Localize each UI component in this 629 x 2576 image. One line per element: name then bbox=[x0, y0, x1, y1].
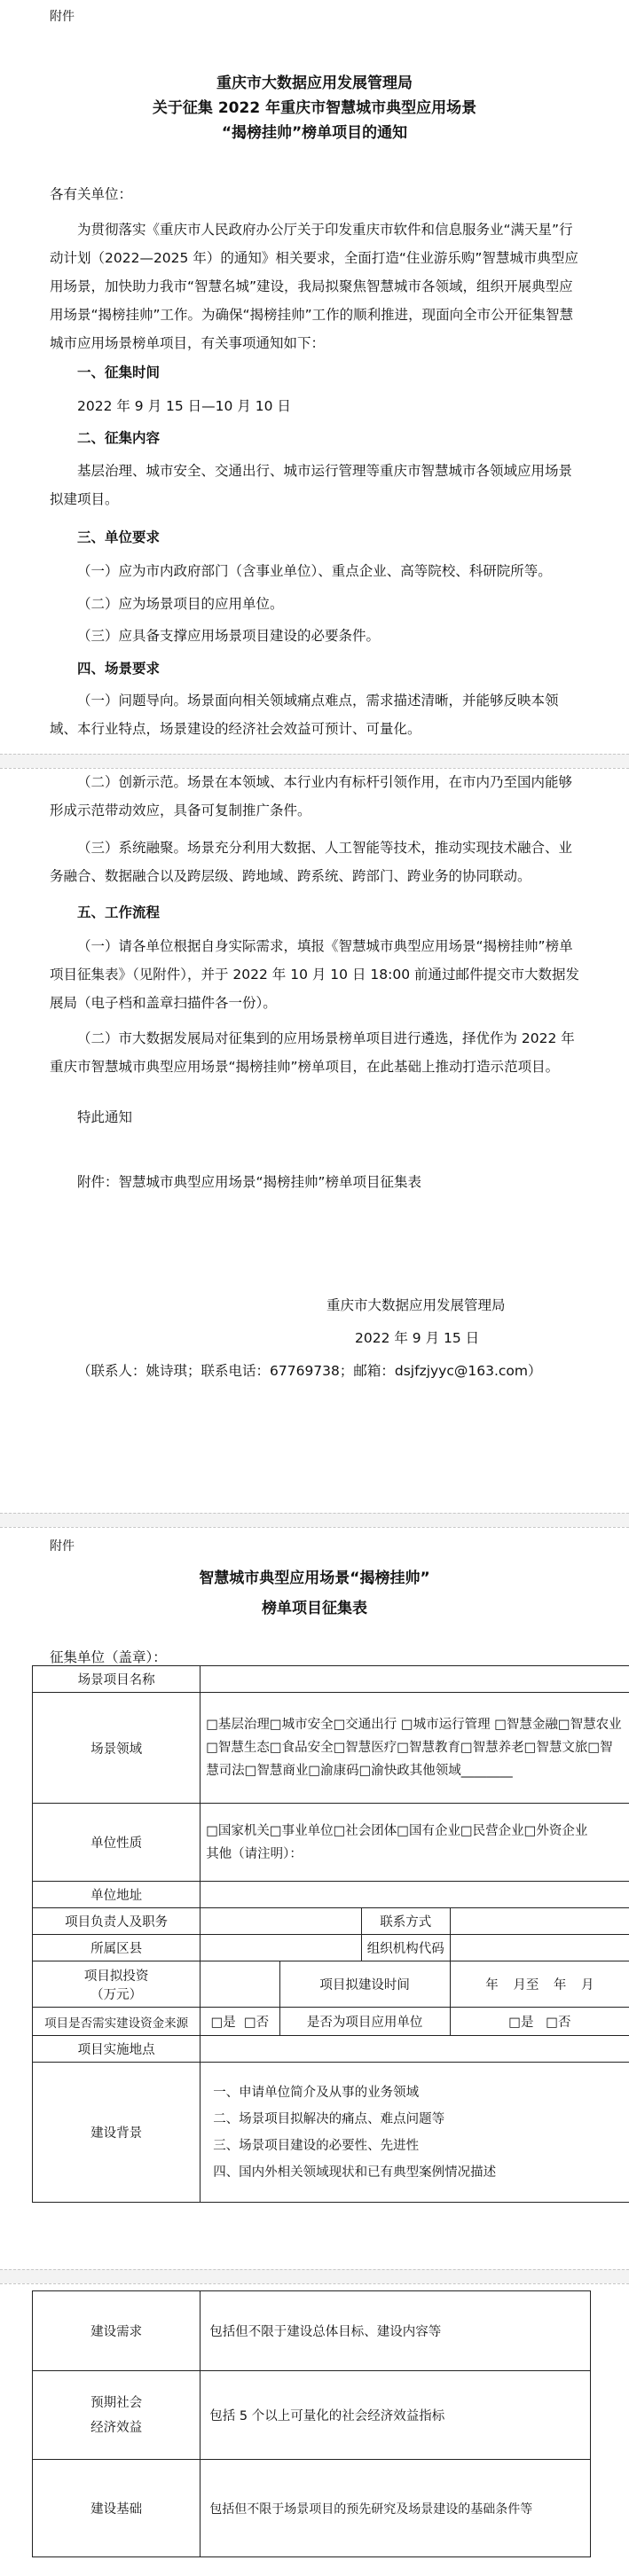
gov-funds-yes[interactable]: □是 bbox=[210, 2016, 236, 2030]
intro-paragraph: 为贯彻落实《重庆市人民政府办公厅关于印发重庆市软件和信息服务业“满天星”行动计划（2022—2025 年）的通知》相关要求，全面打造“住业游乐购”智慧城市典型应用场景，加快助力我市“智慧名城”建设，我局拟聚焦智慧城市各领域，组织开展典型应用场景“揭榜挂帅”工作。为确保“揭榜挂帅”工作的顺利推进，现面向全市公开征集智慧城市应用场景榜单项目，有关事项通知如下： bbox=[50, 222, 578, 351]
row-address bbox=[33, 1882, 629, 1908]
section-3-heading: 三、单位要求 bbox=[77, 529, 161, 545]
page-break-3-bottom-line bbox=[0, 2283, 629, 2284]
label-foundation: 建设基础 bbox=[33, 2460, 200, 2557]
signature-org: 重庆市大数据应用发展管理局 bbox=[326, 1297, 506, 1313]
salutation: 各有关单位： bbox=[50, 186, 133, 202]
row-background bbox=[33, 2063, 629, 2203]
label-project-name: 场景项目名称 bbox=[33, 1666, 200, 1693]
input-build-time[interactable]: 年 月至 年 月 bbox=[450, 1961, 629, 2008]
page-break-2-top-line bbox=[0, 1513, 629, 1514]
foundation-text[interactable]: 包括但不限于场景项目的预先研究及场景建设的基础条件等 bbox=[200, 2460, 591, 2557]
background-item-1: 一、申请单位简介及从事的业务领域 bbox=[213, 2085, 420, 2100]
label-benefit-line-1: 预期社会 bbox=[90, 2395, 143, 2410]
attachment-tag-2: 附件 bbox=[50, 1539, 75, 1554]
row-location bbox=[33, 2036, 629, 2063]
section-2-text: 基层治理、城市安全、交通出行、城市运行管理等重庆市智慧城市各领域应用场景拟建项目。 bbox=[50, 463, 573, 507]
title-line-2: 关于征集 2022 年重庆市智慧城市典型应用场景 bbox=[152, 99, 477, 117]
row-foundation bbox=[33, 2460, 591, 2557]
row-benefit bbox=[33, 2371, 591, 2460]
label-district: 所属区县 bbox=[33, 1935, 200, 1961]
demand-text[interactable]: 包括但不限于建设总体目标、建设内容等 bbox=[200, 2291, 591, 2371]
nature-options[interactable]: □国家机关□事业单位□社会团体□国有企业□民营企业□外资企业 bbox=[206, 1823, 588, 1838]
row-field bbox=[33, 1693, 629, 1804]
label-gov-funds: 项目是否需实建设资金来源 bbox=[33, 2008, 200, 2036]
input-project-name[interactable] bbox=[200, 1666, 629, 1693]
label-demand: 建设需求 bbox=[33, 2291, 200, 2371]
nature-options-cell[interactable] bbox=[200, 1804, 629, 1882]
section-5-item-2: （二）市大数据发展局对征集到的应用场景榜单项目进行遴选，择优作为 2022 年重庆市智慧城市典型应用场景“揭榜挂帅”榜单项目，在此基础上推动打造示范项目。 bbox=[50, 1030, 575, 1075]
page-break-2-bottom-line bbox=[0, 1527, 629, 1528]
app-unit-yes[interactable]: □是 bbox=[508, 2016, 534, 2030]
title-line-3: “揭榜挂帅”榜单项目的通知 bbox=[221, 124, 408, 142]
closing-text: 特此通知 bbox=[77, 1109, 133, 1125]
background-items[interactable] bbox=[200, 2063, 629, 2203]
page-break-3-top-line bbox=[0, 2269, 629, 2270]
section-1-text: 2022 年 9 月 15 日—10 月 10 日 bbox=[77, 398, 291, 414]
row-project-name bbox=[33, 1666, 629, 1693]
field-options[interactable]: □基层治理□城市安全□交通出行 □城市运行管理 □智慧金融□智慧农业□智慧生态□食品安全□智慧医疗□智慧教育□智慧养老□智慧文旅□智慧司法□智慧商业□渝康码□渝快政其他领域________ bbox=[200, 1693, 629, 1804]
page-break bbox=[0, 754, 629, 768]
form-title-line-2: 榜单项目征集表 bbox=[262, 1600, 367, 1617]
contact-line: （联系人：姚诗琪；联系电话：67769738；邮箱：dsjfzjyyc@163.com） bbox=[77, 1363, 542, 1379]
section-4-item-2: （二）创新示范。场景在本领域、本行业内有标杆引领作用，在市内乃至国内能够形成示范带动效应，具备可复制推广条件。 bbox=[50, 774, 573, 818]
input-leader[interactable] bbox=[200, 1908, 362, 1935]
page-break-top-line bbox=[0, 754, 629, 755]
app-unit-options[interactable] bbox=[450, 2008, 629, 2036]
label-is-app-unit: 是否为项目应用单位 bbox=[279, 2008, 450, 2036]
section-5-heading: 五、工作流程 bbox=[77, 904, 161, 920]
page-break-3 bbox=[0, 2269, 629, 2283]
input-address[interactable] bbox=[200, 1882, 629, 1908]
unit-label: 征集单位（盖章）： bbox=[50, 1649, 167, 1665]
form-table-part-2 bbox=[32, 2290, 591, 2557]
input-location[interactable] bbox=[200, 2036, 629, 2063]
row-nature bbox=[33, 1804, 629, 1882]
label-contact: 联系方式 bbox=[361, 1908, 450, 1935]
label-leader: 项目负责人及职务 bbox=[33, 1908, 200, 1935]
input-contact[interactable] bbox=[450, 1908, 629, 1935]
label-investment-cell bbox=[33, 1961, 200, 2008]
row-demand bbox=[33, 2291, 591, 2371]
title-line-1: 重庆市大数据应用发展管理局 bbox=[216, 74, 413, 92]
signature-date: 2022 年 9 月 15 日 bbox=[355, 1330, 480, 1346]
nature-other[interactable]: 其他（请注明）： bbox=[206, 1846, 303, 1861]
section-2-heading: 二、征集内容 bbox=[77, 430, 161, 446]
label-field: 场景领域 bbox=[33, 1693, 200, 1804]
label-address: 单位地址 bbox=[33, 1882, 200, 1908]
form-title-line-1: 智慧城市典型应用场景“揭榜挂帅” bbox=[199, 1570, 430, 1587]
attachment-tag: 附件 bbox=[50, 10, 75, 24]
section-4-item-1: （一）问题导向。场景面向相关领域痛点难点，需求描述清晰，并能够反映本领域、本行业特点，场景建设的经济社会效益可预计、可量化。 bbox=[50, 693, 559, 737]
background-item-3: 三、场景项目建设的必要性、先进性 bbox=[213, 2138, 420, 2153]
section-1-heading: 一、征集时间 bbox=[77, 364, 161, 380]
app-unit-no[interactable]: □否 bbox=[546, 2016, 571, 2030]
input-org-code[interactable] bbox=[450, 1935, 629, 1961]
label-benefit-line-2: 经济效益 bbox=[90, 2420, 143, 2435]
page-break-2 bbox=[0, 1513, 629, 1527]
input-investment[interactable] bbox=[200, 1961, 279, 2008]
label-build-time: 项目拟建设时间 bbox=[279, 1961, 450, 2008]
benefit-text[interactable]: 包括 5 个以上可量化的社会经济效益指标 bbox=[200, 2371, 591, 2460]
notice-title bbox=[0, 71, 629, 145]
row-leader bbox=[33, 1908, 629, 1935]
row-gov-funds bbox=[33, 2008, 629, 2036]
label-org-code: 组织机构代码 bbox=[361, 1935, 450, 1961]
section-3-item-3: （三）应具备支撑应用场景项目建设的必要条件。 bbox=[77, 628, 381, 644]
background-item-2: 二、场景项目拟解决的痛点、难点问题等 bbox=[213, 2111, 445, 2126]
label-background: 建设背景 bbox=[33, 2063, 200, 2203]
attachment-note: 附件：智慧城市典型应用场景“揭榜挂帅”榜单项目征集表 bbox=[77, 1174, 422, 1190]
label-investment-unit: （万元） bbox=[90, 1987, 143, 2002]
label-nature: 单位性质 bbox=[33, 1804, 200, 1882]
section-4-heading: 四、场景要求 bbox=[77, 661, 161, 677]
label-location: 项目实施地点 bbox=[33, 2036, 200, 2063]
section-3-item-2: （二）应为场景项目的应用单位。 bbox=[77, 596, 284, 612]
gov-funds-no[interactable]: □否 bbox=[243, 2016, 270, 2030]
gov-funds-options[interactable] bbox=[200, 2008, 279, 2036]
section-4-item-3: （三）系统融聚。场景充分利用大数据、人工智能等技术，推动实现技术融合、业务融合、数据融合以及跨层级、跨地域、跨系统、跨部门、跨业务的协同联动。 bbox=[50, 840, 573, 884]
form-title bbox=[0, 1563, 629, 1624]
label-benefit bbox=[33, 2371, 200, 2460]
row-district bbox=[33, 1935, 629, 1961]
background-item-4: 四、国内外相关领域现状和已有典型案例情况描述 bbox=[213, 2165, 497, 2180]
section-3-item-1: （一）应为市内政府部门（含事业单位）、重点企业、高等院校、科研院所等。 bbox=[77, 563, 552, 579]
label-investment: 项目拟投资 bbox=[83, 1969, 149, 1984]
form-table-part-1 bbox=[32, 1665, 629, 2203]
row-investment bbox=[33, 1961, 629, 2008]
input-district[interactable] bbox=[200, 1935, 362, 1961]
section-5-item-1: （一）请各单位根据自身实际需求，填报《智慧城市典型应用场景“揭榜挂帅”榜单项目征集表》（见附件），并于 2022 年 10 月 10 日 18:00 前通过邮件提交市大数据发展局（电子档和盖章扫描件各一份）。 bbox=[50, 938, 579, 1011]
